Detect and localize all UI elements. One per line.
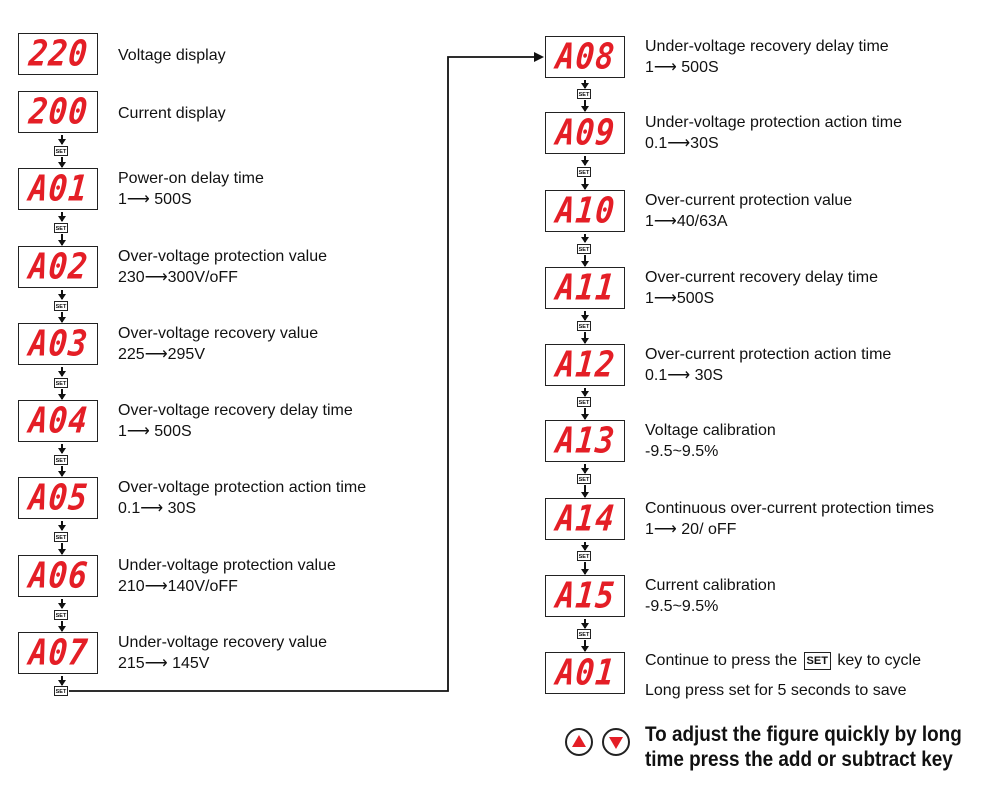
segment-display bbox=[545, 498, 625, 540]
set-key-icon: SET bbox=[577, 551, 591, 561]
step-label bbox=[118, 168, 264, 210]
step-title: Current calibration bbox=[645, 577, 776, 594]
step-title: Under-voltage recovery delay time bbox=[645, 38, 889, 55]
segment-display bbox=[545, 652, 625, 694]
set-key-icon: SET bbox=[577, 321, 591, 331]
flow-arrow bbox=[61, 290, 63, 299]
flow-arrow bbox=[584, 619, 586, 628]
flow-arrow bbox=[584, 234, 586, 242]
segment-display bbox=[545, 267, 625, 309]
display-code: A05 bbox=[26, 476, 90, 519]
segment-display bbox=[18, 33, 98, 75]
adjust-note-line2: time press the add or subtract key bbox=[645, 748, 953, 771]
step-label bbox=[118, 246, 327, 288]
step-label bbox=[645, 575, 776, 617]
step-title: Under-voltage recovery value bbox=[118, 634, 327, 651]
set-key-icon: SET bbox=[54, 686, 68, 696]
step-label bbox=[118, 632, 327, 674]
step-label bbox=[118, 45, 226, 66]
step-label bbox=[645, 420, 776, 462]
flow-arrow bbox=[584, 332, 586, 343]
flow-arrow bbox=[61, 599, 63, 608]
flow-arrow bbox=[584, 156, 586, 165]
flow-arrow bbox=[61, 389, 63, 399]
display-code: A07 bbox=[26, 631, 90, 674]
display-code: 220 bbox=[26, 32, 90, 75]
step-range: 1⟶ 500S bbox=[118, 423, 192, 440]
set-key-icon: SET bbox=[577, 244, 591, 254]
segment-display bbox=[18, 632, 98, 674]
flow-arrow bbox=[61, 367, 63, 376]
display-code: A04 bbox=[26, 399, 90, 442]
flow-arrow bbox=[61, 466, 63, 476]
flow-arrow bbox=[61, 135, 63, 144]
flow-arrow bbox=[584, 388, 586, 396]
step-title: Voltage calibration bbox=[645, 422, 776, 439]
step-range: 225⟶295V bbox=[118, 346, 205, 363]
segment-display bbox=[18, 91, 98, 133]
flow-arrow bbox=[61, 234, 63, 245]
set-key-icon: SET bbox=[54, 301, 68, 311]
step-title: Current display bbox=[118, 105, 226, 122]
display-code: A09 bbox=[553, 111, 617, 154]
step-range: 215⟶ 145V bbox=[118, 655, 210, 672]
arrowhead bbox=[534, 52, 544, 62]
step-label bbox=[118, 555, 336, 597]
subtract-button-icon bbox=[602, 728, 630, 756]
set-key-icon: SET bbox=[577, 167, 591, 177]
display-code: A01 bbox=[26, 167, 90, 210]
adjust-note bbox=[645, 722, 962, 772]
display-code: A12 bbox=[553, 343, 617, 386]
step-range: 1⟶500S bbox=[645, 290, 715, 307]
segment-display bbox=[18, 246, 98, 288]
cycle-note-before: Continue to press the bbox=[645, 652, 798, 670]
step-range: 0.1⟶30S bbox=[645, 135, 719, 152]
cycle-note bbox=[645, 652, 921, 670]
save-note: Long press set for 5 seconds to save bbox=[645, 682, 907, 699]
set-key-icon: SET bbox=[577, 397, 591, 407]
set-key-icon: SET bbox=[54, 455, 68, 465]
step-label bbox=[645, 112, 902, 154]
adjust-note-line1: To adjust the figure quickly by long bbox=[645, 723, 962, 746]
set-key-icon: SET bbox=[804, 652, 831, 670]
display-code: 200 bbox=[26, 90, 90, 133]
display-code: A08 bbox=[553, 35, 617, 78]
step-range: 1⟶40/63A bbox=[645, 213, 728, 230]
segment-display bbox=[18, 555, 98, 597]
flow-arrow bbox=[584, 562, 586, 574]
step-title: Over-voltage recovery value bbox=[118, 325, 319, 342]
step-title: Over-current protection action time bbox=[645, 346, 892, 363]
step-title: Under-voltage protection value bbox=[118, 557, 336, 574]
step-label bbox=[645, 498, 934, 540]
flow-arrow bbox=[584, 311, 586, 320]
flow-arrow bbox=[61, 312, 63, 322]
step-range: -9.5~9.5% bbox=[645, 443, 719, 460]
display-code: A13 bbox=[553, 419, 617, 462]
add-button-icon bbox=[565, 728, 593, 756]
flow-arrow bbox=[584, 255, 586, 266]
step-label bbox=[645, 344, 891, 386]
segment-display bbox=[545, 36, 625, 78]
flow-arrow bbox=[61, 157, 63, 167]
set-key-icon: SET bbox=[54, 532, 68, 542]
step-label bbox=[645, 190, 852, 232]
display-code: A01 bbox=[553, 651, 617, 694]
segment-display bbox=[18, 400, 98, 442]
segment-display bbox=[545, 344, 625, 386]
segment-display bbox=[545, 575, 625, 617]
step-title: Over-voltage recovery delay time bbox=[118, 402, 353, 419]
segment-display bbox=[18, 323, 98, 365]
flow-arrow bbox=[584, 80, 586, 88]
step-label bbox=[645, 267, 878, 309]
step-range: 210⟶140V/oFF bbox=[118, 578, 238, 595]
set-key-icon: SET bbox=[54, 378, 68, 388]
flow-arrow bbox=[61, 212, 63, 221]
step-range: 0.1⟶ 30S bbox=[118, 500, 197, 517]
step-range: 0.1⟶ 30S bbox=[645, 367, 724, 384]
flow-arrow bbox=[61, 621, 63, 631]
step-title: Voltage display bbox=[118, 47, 226, 64]
segment-display bbox=[545, 112, 625, 154]
step-title: Continuous over-current protection times bbox=[645, 500, 935, 517]
flow-arrow bbox=[584, 485, 586, 497]
step-range: 1⟶ 500S bbox=[118, 191, 192, 208]
display-code: A02 bbox=[26, 245, 90, 288]
step-label bbox=[118, 103, 226, 124]
display-code: A03 bbox=[26, 322, 90, 365]
display-code: A06 bbox=[26, 554, 90, 597]
flow-arrow bbox=[584, 408, 586, 419]
set-key-icon: SET bbox=[577, 474, 591, 484]
step-range: 1⟶ 20/ oFF bbox=[645, 521, 737, 538]
segment-display bbox=[18, 477, 98, 519]
cycle-note-after: key to cycle bbox=[837, 652, 921, 670]
step-title: Over-current protection value bbox=[645, 192, 853, 209]
flow-arrow bbox=[61, 543, 63, 554]
set-key-icon: SET bbox=[577, 89, 591, 99]
display-code: A15 bbox=[553, 574, 617, 617]
step-title: Under-voltage protection action time bbox=[645, 114, 903, 131]
step-range: 1⟶ 500S bbox=[645, 59, 719, 76]
step-range: -9.5~9.5% bbox=[645, 598, 719, 615]
segment-display bbox=[545, 420, 625, 462]
set-key-icon: SET bbox=[577, 629, 591, 639]
flow-arrow bbox=[61, 444, 63, 453]
step-label bbox=[118, 477, 366, 519]
flow-arrow bbox=[584, 542, 586, 550]
set-key-icon: SET bbox=[54, 223, 68, 233]
flow-arrow bbox=[61, 521, 63, 530]
flow-arrow bbox=[584, 464, 586, 473]
step-title: Over-voltage protection action time bbox=[118, 479, 367, 496]
step-range: 230⟶300V/oFF bbox=[118, 269, 238, 286]
segment-display bbox=[18, 168, 98, 210]
flow-arrow bbox=[584, 640, 586, 651]
step-title: Over-current recovery delay time bbox=[645, 269, 878, 286]
step-title: Power-on delay time bbox=[118, 170, 264, 187]
step-title: Over-voltage protection value bbox=[118, 248, 327, 265]
display-code: A14 bbox=[553, 497, 617, 540]
flow-arrow bbox=[584, 100, 586, 111]
step-label bbox=[118, 400, 353, 442]
set-key-icon: SET bbox=[54, 610, 68, 620]
display-code: A10 bbox=[553, 189, 617, 232]
set-key-icon: SET bbox=[54, 146, 68, 156]
flow-arrow bbox=[61, 676, 63, 685]
display-code: A11 bbox=[553, 266, 617, 309]
segment-display bbox=[545, 190, 625, 232]
step-label bbox=[645, 36, 889, 78]
step-label bbox=[118, 323, 318, 365]
flow-arrow bbox=[584, 178, 586, 189]
